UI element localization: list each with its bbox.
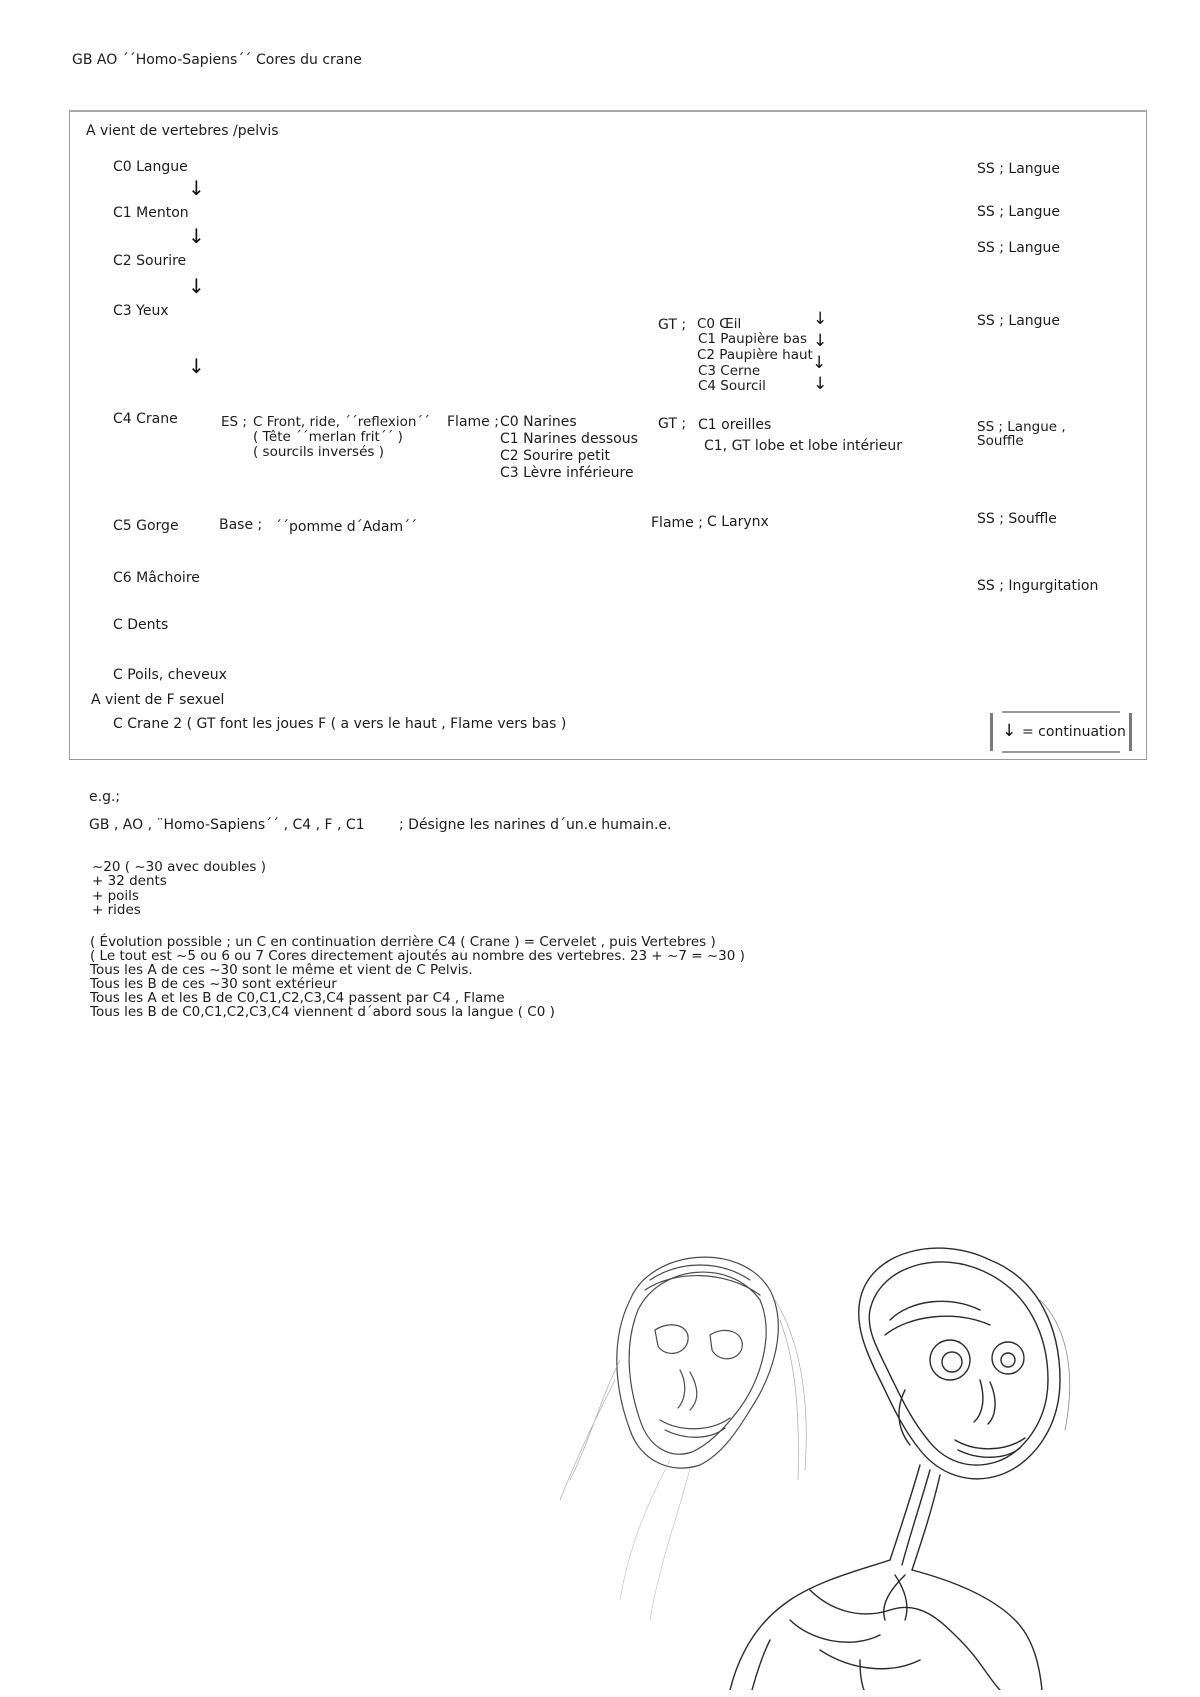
continuation-arrow-icon: ↓ bbox=[188, 224, 205, 248]
origin-bottom-label: A vient de F sexuel bbox=[91, 692, 225, 708]
flame-c4-item: C1 Narines dessous bbox=[500, 431, 638, 447]
es-line: ( sourcils inversés ) bbox=[253, 444, 384, 460]
legend-text: = continuation bbox=[1022, 724, 1126, 740]
note-line: ( Évolution possible ; un C en continuation derrière C4 ( Crane ) = Cervelet , puis Vertebres ) bbox=[90, 934, 716, 950]
flame-c4-item: C3 Lèvre inférieure bbox=[500, 465, 634, 481]
core-c3: C3 Yeux bbox=[113, 303, 169, 319]
origin-top-label: A vient de vertebres /pelvis bbox=[86, 123, 279, 139]
core-c2: C2 Sourire bbox=[113, 253, 187, 269]
ss-entry: SS ; Ingurgitation bbox=[977, 578, 1099, 594]
ss-entry-continued: Souffle bbox=[977, 433, 1024, 449]
continuation-arrow-icon: ↓ bbox=[813, 374, 828, 394]
continuation-arrow-icon: ↓ bbox=[188, 354, 205, 378]
flame-c5-text: C Larynx bbox=[707, 514, 769, 530]
gt-eye-item: C4 Sourcil bbox=[698, 378, 766, 394]
core-c1: C1 Menton bbox=[113, 205, 189, 221]
example-code: GB , AO , ¨Homo-Sapiens´´ , C4 , F , C1 bbox=[89, 817, 365, 833]
ss-entry: SS ; Langue bbox=[977, 240, 1061, 256]
flame-c5-prefix: Flame ; bbox=[651, 515, 703, 531]
crane-2-line: C Crane 2 ( GT font les joues F ( a vers le haut , Flame vers bas ) bbox=[113, 716, 567, 732]
document-title: Cores du crane bbox=[256, 52, 362, 68]
gt-eye-item: C2 Paupière haut bbox=[697, 347, 813, 363]
legend-box bbox=[990, 711, 1132, 753]
core-c5: C5 Gorge bbox=[113, 518, 179, 534]
core-c6: C6 Mâchoire bbox=[113, 570, 200, 586]
document-code: GB AO ´´Homo-Sapiens´´ bbox=[72, 52, 252, 68]
count-line: + poils bbox=[92, 888, 139, 904]
flame-c4-item: C2 Sourire petit bbox=[500, 448, 610, 464]
base-text: ´´pomme d´Adam´´ bbox=[275, 519, 418, 535]
ss-entry: SS ; Langue , bbox=[977, 419, 1066, 435]
gt-eye-item: C3 Cerne bbox=[698, 363, 761, 379]
ss-entry: SS ; Langue bbox=[977, 161, 1061, 177]
note-line: ( Le tout est ~5 ou 6 ou 7 Cores directement ajoutés au nombre des vertebres. 23 + ~7 = ~30 ) bbox=[90, 948, 745, 964]
gt-eye-item: C1 Paupière bas bbox=[698, 331, 808, 347]
example-meaning: ; Désigne les narines d´un.e humain.e. bbox=[399, 817, 672, 833]
example-label: e.g.; bbox=[89, 789, 121, 805]
es-line: C Front, ride, ´´reflexion´´ bbox=[253, 414, 430, 430]
es-prefix: ES ; bbox=[221, 414, 247, 430]
core-poils: C Poils, cheveux bbox=[113, 667, 227, 683]
continuation-arrow-icon: ↓ bbox=[813, 309, 828, 329]
flame-c4-prefix: Flame ; bbox=[447, 414, 499, 430]
base-prefix: Base ; bbox=[219, 517, 263, 533]
flame-c4-item: C0 Narines bbox=[500, 414, 577, 430]
ss-entry: SS ; Souffle bbox=[977, 511, 1057, 527]
gt-ears-prefix: GT ; bbox=[658, 416, 687, 432]
note-line: Tous les B de C0,C1,C2,C3,C4 viennent d´abord sous la langue ( C0 ) bbox=[90, 1004, 555, 1020]
gt-eye-item: C0 Œil bbox=[697, 316, 742, 332]
continuation-arrow-icon: ↓ bbox=[188, 176, 205, 200]
continuation-arrow-icon: ↓ bbox=[1002, 721, 1017, 741]
continuation-arrow-icon: ↓ bbox=[813, 331, 828, 351]
count-line: ~20 ( ~30 avec doubles ) bbox=[92, 859, 267, 875]
es-line: ( Tête ´´merlan frit´´ ) bbox=[253, 429, 403, 445]
core-c4: C4 Crane bbox=[113, 411, 178, 427]
right-skull-drawing bbox=[730, 1248, 1070, 1690]
count-line: + 32 dents bbox=[92, 873, 167, 889]
ss-entry: SS ; Langue bbox=[977, 204, 1061, 220]
core-dents: C Dents bbox=[113, 617, 169, 633]
gt-ears-item: C1 oreilles bbox=[698, 417, 772, 433]
continuation-arrow-icon: ↓ bbox=[812, 353, 827, 373]
gt-eye-prefix: GT ; bbox=[658, 317, 687, 333]
note-line: Tous les B de ces ~30 sont extérieur bbox=[90, 976, 337, 992]
skull-sketch-illustration bbox=[560, 1240, 1120, 1690]
core-c0: C0 Langue bbox=[113, 159, 188, 175]
note-line: Tous les A de ces ~30 sont le même et vient de C Pelvis. bbox=[90, 962, 473, 978]
gt-ears-item: C1, GT lobe et lobe intérieur bbox=[704, 438, 903, 454]
continuation-arrow-icon: ↓ bbox=[188, 274, 205, 298]
left-skull-drawing bbox=[560, 1257, 806, 1620]
ss-entry: SS ; Langue bbox=[977, 313, 1061, 329]
note-line: Tous les A et les B de C0,C1,C2,C3,C4 passent par C4 , Flame bbox=[90, 990, 505, 1006]
count-line: + rides bbox=[92, 902, 141, 918]
